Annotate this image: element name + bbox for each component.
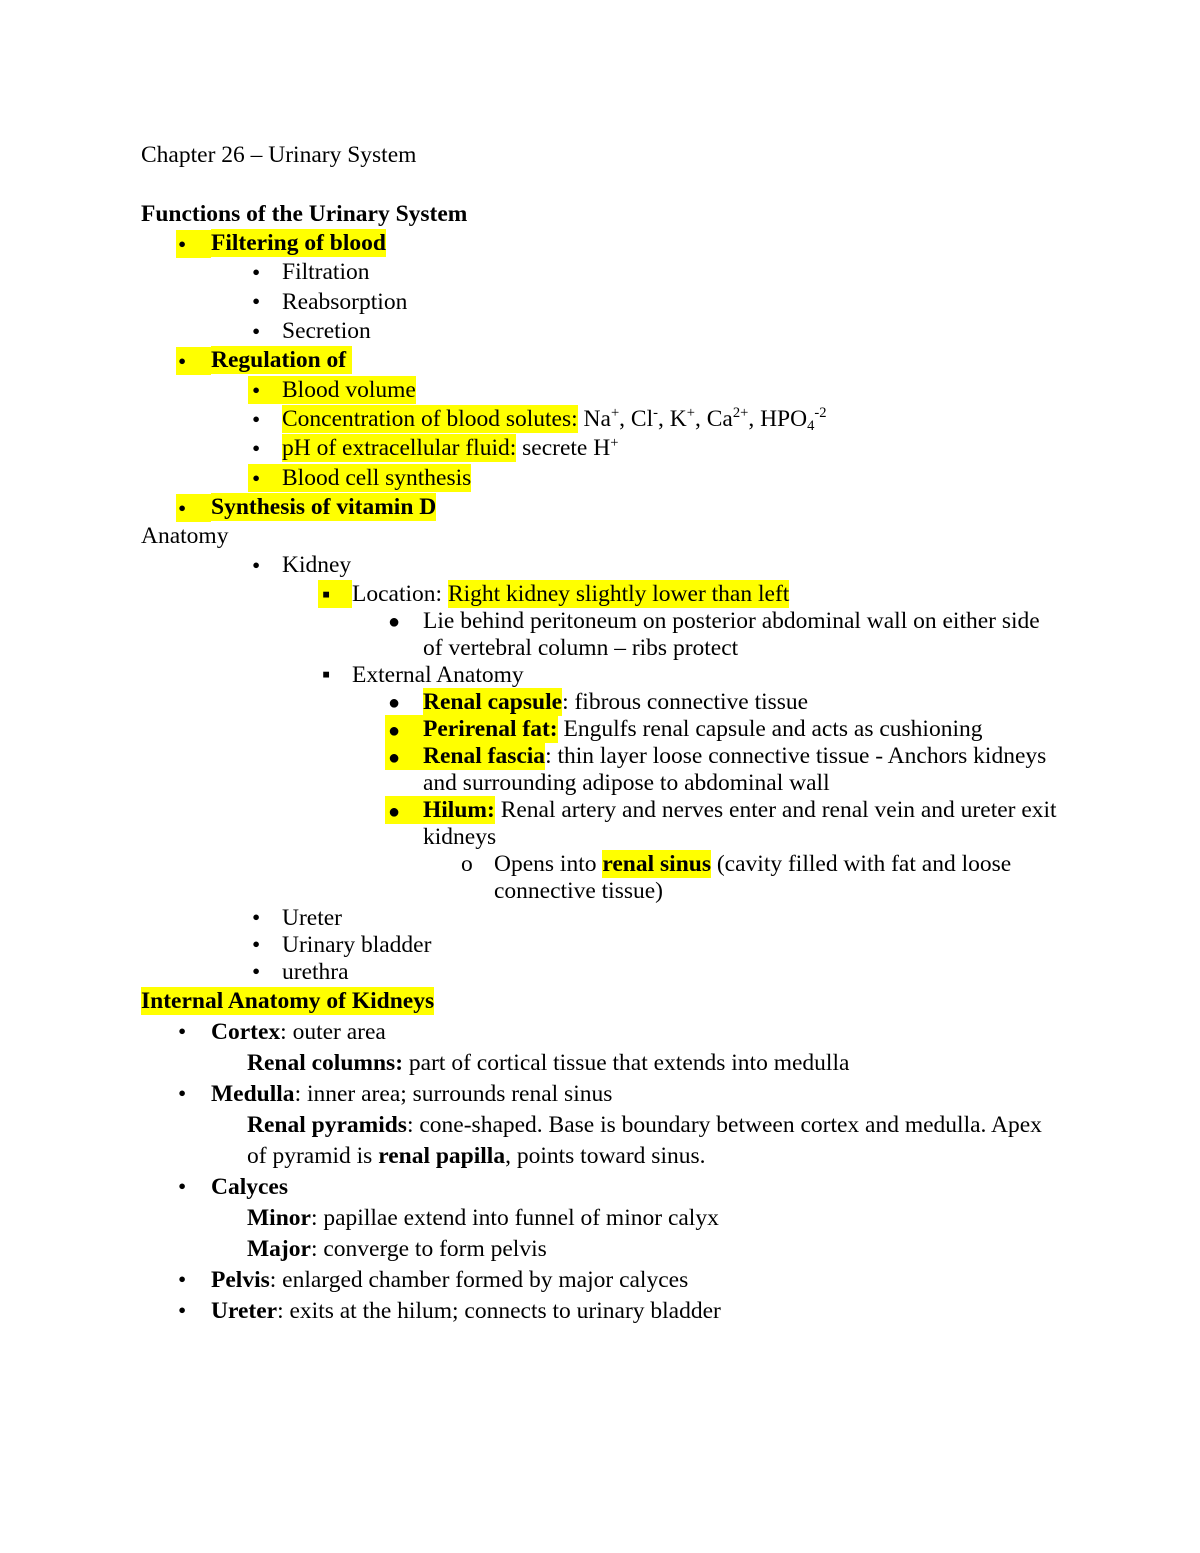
bullet-marker: • bbox=[178, 1081, 187, 1108]
bullet-marker: • bbox=[252, 435, 261, 462]
item-label: External Anatomy bbox=[352, 661, 524, 688]
item-term: renal sinus bbox=[602, 850, 711, 877]
item-text: Opens into bbox=[494, 850, 597, 877]
ion-chloride-charge: - bbox=[653, 405, 658, 422]
item-label: Urinary bladder bbox=[282, 931, 432, 958]
item-term: Calyces bbox=[211, 1173, 289, 1200]
ion-chloride: , Cl bbox=[619, 405, 654, 432]
list-item-external-anatomy bbox=[0, 662, 1200, 689]
section-internal-anatomy bbox=[0, 986, 1200, 1327]
item-term: Hilum: bbox=[423, 796, 495, 823]
bullet-marker: o bbox=[461, 851, 473, 878]
ion-potassium: , K bbox=[658, 405, 687, 432]
bullet-glyph: ● bbox=[388, 720, 401, 743]
item-text: of pyramid is bbox=[247, 1142, 373, 1169]
item-label: Blood volume bbox=[282, 376, 416, 403]
ion-phosphate: , HPO bbox=[748, 405, 808, 432]
page-content bbox=[0, 141, 1200, 1326]
heading-text: Anatomy bbox=[141, 523, 229, 550]
paragraph-minor-calyx bbox=[0, 1203, 1200, 1234]
item-text: part of cortical tissue that extends into medulla bbox=[408, 1049, 850, 1076]
section-kidney-anatomy bbox=[0, 581, 1200, 986]
paragraph-renal-columns bbox=[0, 1048, 1200, 1079]
list-item-reabsorption bbox=[0, 288, 1200, 317]
item-label: Reabsorption bbox=[282, 288, 408, 315]
list-item-renal-fascia bbox=[0, 743, 1200, 797]
bullet-marker: • bbox=[176, 347, 211, 375]
list-item-renal-sinus bbox=[0, 851, 1200, 905]
item-term: Perirenal fat: bbox=[423, 715, 558, 742]
list-item-urinary-bladder bbox=[0, 932, 1200, 959]
list-item-vitamin-d bbox=[0, 493, 1200, 522]
list-item-regulation-of bbox=[0, 346, 1200, 375]
bullet-marker: • bbox=[248, 376, 282, 404]
bullet-glyph: ● bbox=[388, 692, 401, 715]
section-functions bbox=[0, 141, 1200, 580]
item-label: Concentration of blood solutes: bbox=[282, 405, 578, 432]
item-term: Renal columns: bbox=[247, 1049, 404, 1076]
item-text: : exits at the hilum; connects to urinary bladder bbox=[277, 1297, 721, 1324]
bullet-marker: • bbox=[178, 1174, 187, 1201]
list-item-blood-cell-synthesis bbox=[0, 464, 1200, 493]
ion-calcium-charge: 2+ bbox=[732, 405, 749, 422]
list-item-medulla bbox=[0, 1079, 1200, 1110]
bullet-marker: • bbox=[252, 289, 261, 316]
item-term: Renal pyramids bbox=[247, 1111, 407, 1138]
bullet-marker: • bbox=[252, 932, 261, 959]
list-item-internal-ureter bbox=[0, 1296, 1200, 1327]
ion-calcium: , Ca bbox=[694, 405, 733, 432]
ion-sodium: Na bbox=[583, 405, 611, 432]
list-item-kidney bbox=[0, 551, 1200, 580]
list-item-perirenal-fat bbox=[0, 716, 1200, 743]
item-text: : cone-shaped. Base is boundary between cortex and medulla. Apex bbox=[406, 1111, 1042, 1138]
item-label: Secretion bbox=[282, 318, 371, 345]
bullet-marker: • bbox=[176, 494, 211, 522]
heading-text: Internal Anatomy of Kidneys bbox=[141, 987, 435, 1014]
bullet-marker bbox=[385, 742, 423, 770]
item-term: Medulla bbox=[211, 1080, 295, 1107]
item-text: kidneys bbox=[423, 823, 497, 850]
paragraph-major-calyx bbox=[0, 1234, 1200, 1265]
item-label: Location: bbox=[352, 580, 443, 607]
bullet-marker bbox=[385, 796, 423, 824]
paragraph-renal-pyramids bbox=[0, 1110, 1200, 1172]
bullet-marker bbox=[385, 607, 423, 635]
bullet-marker: • bbox=[252, 959, 261, 986]
section-heading-functions bbox=[0, 200, 1200, 229]
item-text: : converge to form pelvis bbox=[310, 1235, 547, 1262]
list-item-renal-capsule bbox=[0, 689, 1200, 716]
item-label: pH of extracellular fluid: bbox=[282, 435, 517, 462]
list-item-filtering-of-blood bbox=[0, 229, 1200, 258]
bullet-marker: • bbox=[252, 260, 261, 287]
bullet-marker: ▪ bbox=[318, 580, 352, 608]
bullet-glyph: ● bbox=[388, 747, 401, 770]
item-label: Synthesis of vitamin D bbox=[211, 493, 437, 520]
item-text: Engulfs renal capsule and acts as cushioning bbox=[563, 715, 983, 742]
ion-sodium-charge: + bbox=[610, 405, 620, 422]
bullet-marker: • bbox=[248, 464, 282, 492]
list-item-secretion bbox=[0, 317, 1200, 346]
bullet-marker: ▪ bbox=[322, 662, 331, 689]
item-label: Filtration bbox=[282, 259, 370, 286]
item-term: Ureter bbox=[211, 1297, 278, 1324]
blank-line bbox=[0, 171, 1200, 200]
list-item-urethra bbox=[0, 959, 1200, 986]
item-term: renal papilla bbox=[378, 1142, 506, 1169]
item-text: , points toward sinus. bbox=[505, 1142, 706, 1169]
item-term: Renal capsule bbox=[423, 688, 563, 715]
item-term: Cortex bbox=[211, 1018, 281, 1045]
item-term: Major bbox=[247, 1235, 311, 1262]
item-term: Renal fascia bbox=[423, 742, 546, 769]
ion-phosphate-subscript: 4 bbox=[807, 417, 815, 434]
item-text: (cavity filled with fat and loose bbox=[716, 850, 1012, 877]
list-item-calyces bbox=[0, 1172, 1200, 1203]
item-text: Renal artery and nerves enter and renal vein and ureter exit bbox=[500, 796, 1057, 823]
ion-potassium-charge: + bbox=[686, 405, 695, 422]
bullet-marker bbox=[385, 688, 423, 716]
item-label: Filtering of blood bbox=[211, 230, 386, 257]
bullet-marker: • bbox=[178, 1019, 187, 1046]
list-item-ureter bbox=[0, 905, 1200, 932]
list-item-kidney-location bbox=[0, 581, 1200, 608]
bullet-marker: • bbox=[178, 1298, 187, 1325]
hydrogen-charge: + bbox=[610, 434, 619, 451]
bullet-marker: • bbox=[176, 230, 211, 258]
item-text: Lie behind peritoneum on posterior abdominal wall on either side bbox=[423, 607, 1040, 634]
list-item-filtration bbox=[0, 258, 1200, 287]
item-label: Regulation of bbox=[211, 346, 352, 374]
item-term: Pelvis bbox=[211, 1266, 270, 1293]
item-text: : enlarged chamber formed by major calyces bbox=[269, 1266, 689, 1293]
list-item-blood-solutes bbox=[0, 405, 1200, 434]
list-item-hilum bbox=[0, 797, 1200, 851]
item-text: : inner area; surrounds renal sinus bbox=[294, 1080, 613, 1107]
list-item-kidney-position-detail bbox=[0, 608, 1200, 662]
item-text: and surrounding adipose to abdominal wall bbox=[423, 769, 830, 796]
item-text: : thin layer loose connective tissue - Anchors kidneys bbox=[545, 742, 1047, 769]
bullet-marker bbox=[385, 715, 423, 743]
item-text: secrete H bbox=[522, 435, 611, 462]
section-heading-anatomy bbox=[0, 522, 1200, 551]
bullet-marker: • bbox=[178, 1267, 187, 1294]
bullet-glyph: ● bbox=[388, 611, 401, 634]
item-text: : fibrous connective tissue bbox=[562, 688, 809, 715]
item-label: Blood cell synthesis bbox=[282, 464, 472, 491]
item-label: Kidney bbox=[282, 552, 352, 579]
item-label: Ureter bbox=[282, 904, 343, 931]
list-item-cortex bbox=[0, 1017, 1200, 1048]
bullet-marker: • bbox=[252, 553, 261, 580]
bullet-marker: • bbox=[252, 318, 261, 345]
bullet-marker: • bbox=[252, 406, 261, 433]
bullet-marker: • bbox=[252, 905, 261, 932]
item-label: urethra bbox=[282, 958, 349, 985]
section-heading-internal-anatomy bbox=[0, 986, 1200, 1017]
list-item-pelvis bbox=[0, 1265, 1200, 1296]
chapter-title bbox=[0, 141, 1200, 170]
item-text: : outer area bbox=[280, 1018, 386, 1045]
item-text: of vertebral column – ribs protect bbox=[423, 634, 739, 661]
item-text: connective tissue) bbox=[494, 877, 664, 904]
list-item-blood-volume bbox=[0, 376, 1200, 405]
heading-text: Functions of the Urinary System bbox=[141, 200, 468, 227]
bullet-glyph: ● bbox=[388, 801, 401, 824]
item-text: Right kidney slightly lower than left bbox=[447, 580, 790, 607]
item-term: Minor bbox=[247, 1204, 311, 1231]
item-text: : papillae extend into funnel of minor calyx bbox=[310, 1204, 719, 1231]
chapter-title-text: Chapter 26 – Urinary System bbox=[141, 142, 417, 169]
ion-phosphate-charge: -2 bbox=[814, 405, 827, 422]
list-item-ph bbox=[0, 434, 1200, 463]
